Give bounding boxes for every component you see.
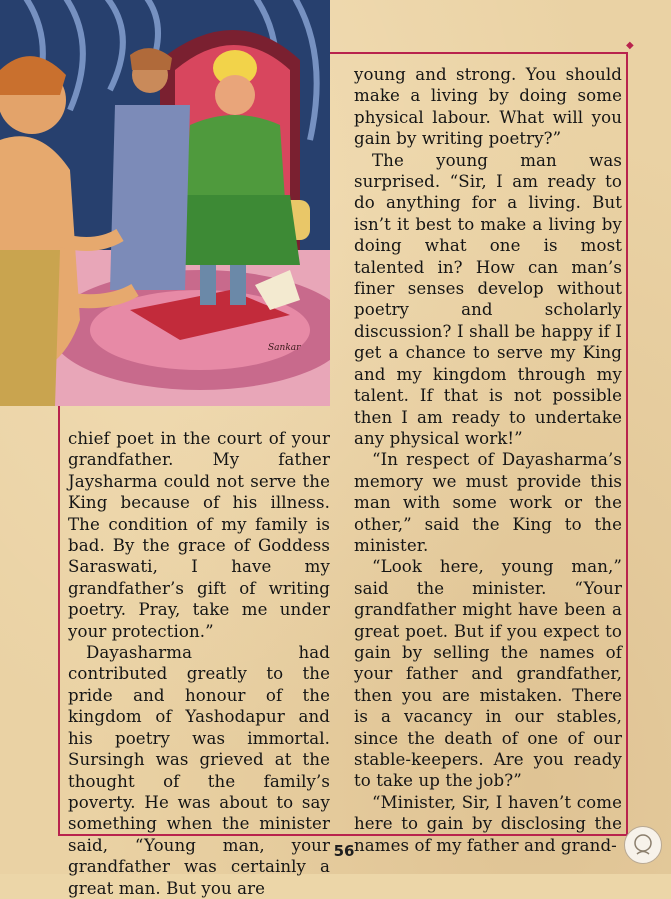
illustrator-signature: Sankar — [268, 343, 301, 353]
paragraph: young and strong. You should make a living by doing some physical labour. What will you gain by writing poetry?” — [354, 65, 622, 149]
paragraph: Dayasharma had contributed greatly to the pride and honour of the kingdom of Yashodapur and his poetry was immortal. Sursingh was grieved at the thought of the family’s poverty. He was about to say something when the minister said, “Young man, your grandfather was certainly a great man. But you are — [68, 643, 330, 898]
page-number: 56 — [333, 842, 355, 860]
right-text-column — [354, 64, 622, 856]
publisher-watermark-logo — [624, 826, 662, 864]
watermark-icon — [625, 827, 661, 863]
story-illustration — [0, 0, 330, 406]
left-text-column — [68, 428, 330, 899]
paragraph: chief poet in the court of your grandfather. My father Jaysharma could not serve the King because of his illness. The condition of my family is bad. By the grace of Goddess Saraswati, I have my grandfather’s gift of writing poetry. Pray, take me under your protection.” — [68, 429, 330, 641]
paragraph: “Look here, young man,” said the minister. “Your grandfather might have been a great poet. But if you expect to gain by selling the names of your father and grandfather, then you are mistaken. There is a vacancy in our stables, since the death of one of our stable-keepers. Are you ready to take up the job?” — [354, 557, 622, 791]
paragraph: “In respect of Dayasharma’s memory we must provide this man with some work or the other,” said the King to the minister. — [354, 450, 622, 555]
paragraph: “Minister, Sir, I haven’t come here to gain by disclosing the names of my father and grand- — [354, 792, 622, 855]
paragraph: The young man was surprised. “Sir, I am ready to do anything for a living. But isn’t it best to make a living by doing what one is most talented in? How can man’s finer senses develop without poetry and scholarly discussion? I shall be happy if I get a chance to serve my King and my kingdom through my talent. If that is not possible then I am ready to undertake any physical work!” — [354, 150, 622, 448]
illustration-art — [0, 0, 330, 406]
corner-tick: ◆ — [626, 40, 634, 51]
